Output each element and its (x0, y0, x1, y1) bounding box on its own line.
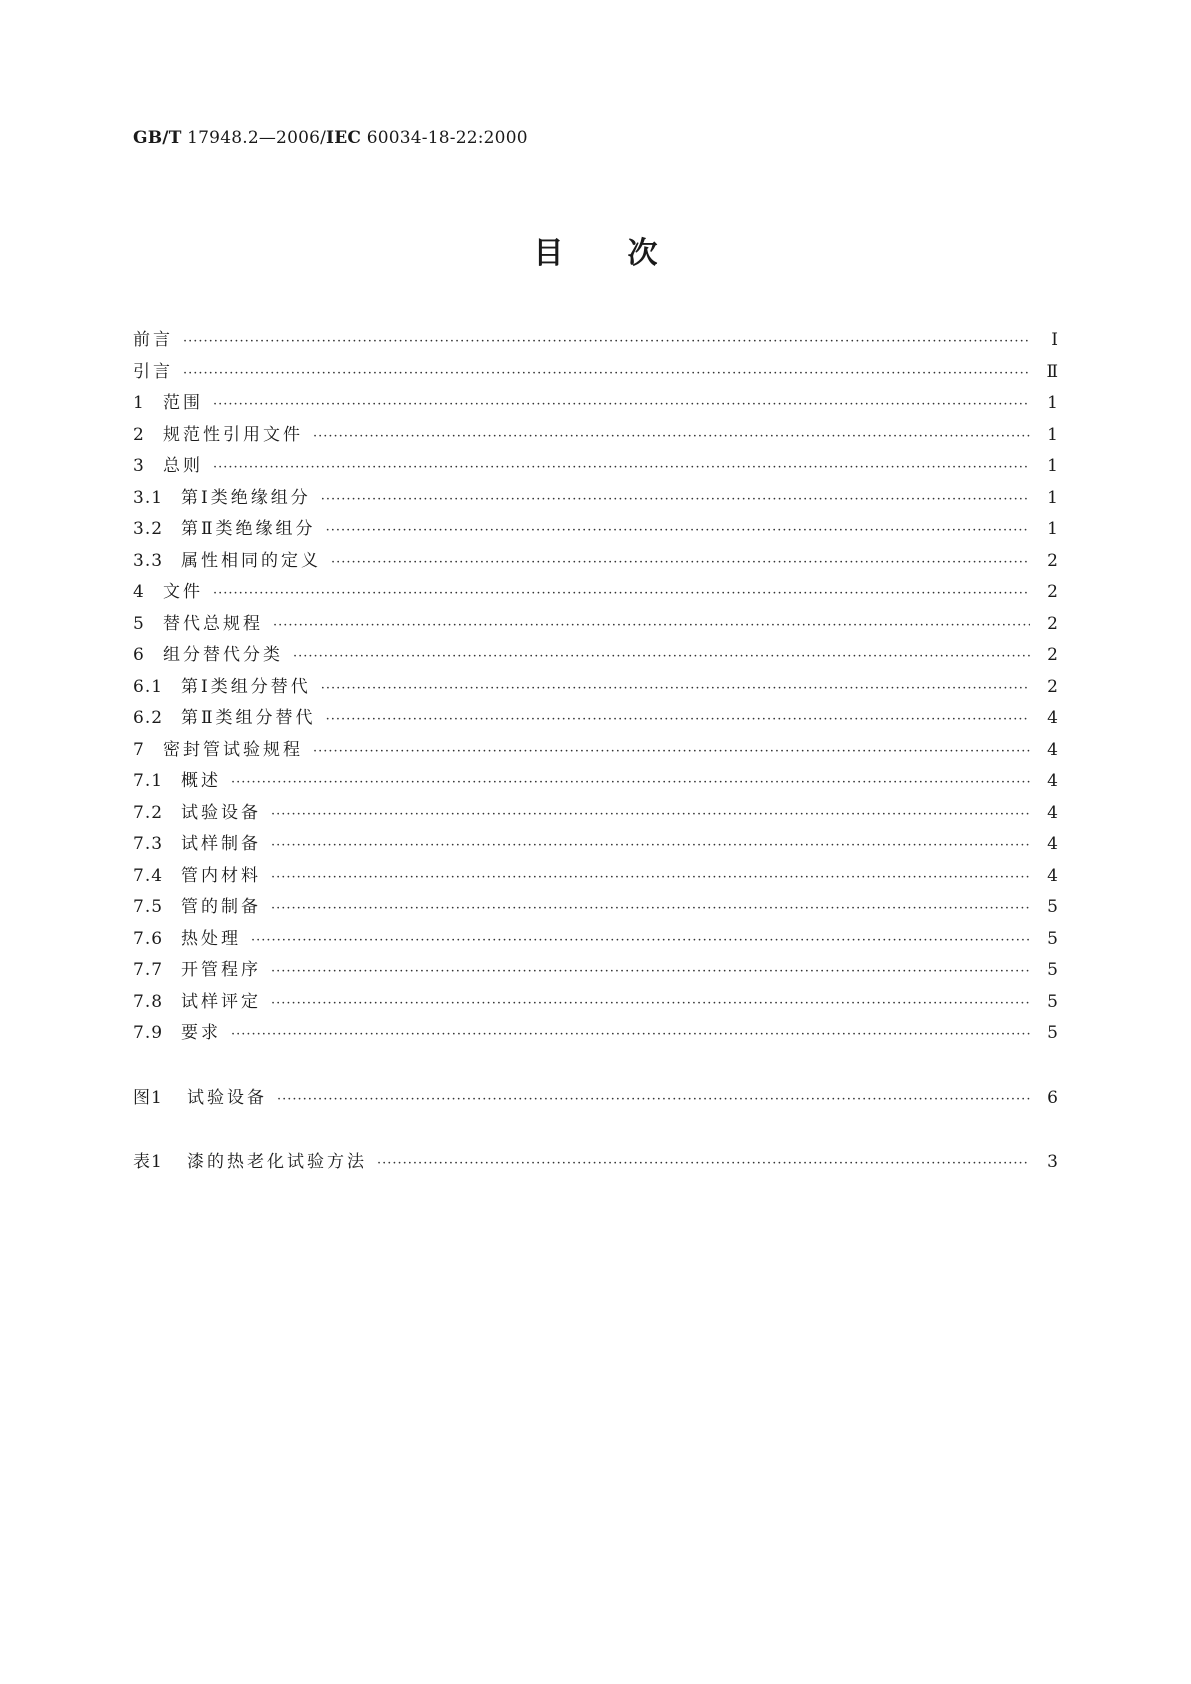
toc-entry-number: 7.6 (133, 928, 164, 949)
toc-entry-number: 7 (133, 739, 145, 760)
standard-code (133, 128, 528, 148)
toc-entry-number: 表1 (133, 1152, 163, 1172)
toc-entry-label: 前言 (133, 330, 173, 350)
toc-entry-page: 1 (1047, 519, 1058, 539)
leader-dots (326, 712, 1030, 727)
toc-entry[interactable] (133, 735, 1058, 767)
toc-entry-page: 6 (1047, 1087, 1058, 1108)
toc-entry-number: 7.3 (133, 834, 164, 854)
toc-entry[interactable] (133, 514, 1058, 546)
toc-entry-label: 试验设备 (181, 802, 261, 823)
spacer (133, 1114, 1058, 1147)
toc-entry[interactable] (133, 451, 1058, 483)
toc-entry[interactable] (133, 892, 1058, 924)
toc-entry[interactable] (133, 420, 1058, 452)
toc-entry-page: 2 (1047, 613, 1058, 634)
toc-entry-number: 5 (133, 613, 145, 634)
toc-entry-label: 组分替代分类 (163, 645, 283, 665)
toc-entry[interactable] (133, 987, 1058, 1019)
toc-entry-number: 2 (133, 424, 145, 445)
toc-entry-label: 总则 (163, 456, 203, 476)
leader-dots (231, 775, 1030, 790)
toc-entry[interactable] (133, 483, 1058, 515)
toc-entry-label: 文件 (163, 582, 203, 602)
toc-entry-label: 替代总规程 (163, 613, 263, 634)
toc-entry-label: 管内材料 (181, 865, 261, 886)
toc-entry-label: 概述 (181, 771, 221, 791)
spacer (133, 1050, 1058, 1083)
toc-entry[interactable] (133, 325, 1058, 357)
toc-entry[interactable] (133, 1018, 1058, 1050)
toc-entry[interactable] (133, 798, 1058, 830)
leader-dots (183, 334, 1030, 349)
toc-entry-number: 7.5 (133, 897, 164, 917)
toc-entry-number: 3.2 (133, 519, 164, 539)
toc-entry-page: 5 (1047, 1023, 1058, 1043)
leader-dots (377, 1156, 1030, 1171)
toc-entry-label: 开管程序 (181, 960, 261, 980)
toc-entry[interactable] (133, 829, 1058, 861)
toc-entry-label: 密封管试验规程 (163, 739, 303, 760)
leader-dots (213, 397, 1030, 412)
toc-entry-number: 3.1 (133, 487, 164, 508)
toc-entry-label: 第Ⅱ类绝缘组分 (181, 519, 316, 539)
leader-dots (326, 523, 1030, 538)
toc-entry-page: 1 (1047, 487, 1058, 508)
toc-entry-page: 4 (1047, 739, 1058, 760)
toc-entry-page: 4 (1047, 834, 1058, 854)
toc-entry-number: 4 (133, 582, 145, 602)
code-prefix: GB/T (133, 128, 182, 148)
toc-entry-number: 7.2 (133, 802, 164, 823)
leader-dots (331, 555, 1030, 570)
toc-entry-label: 第Ⅰ类组分替代 (181, 676, 311, 697)
toc-entry-number: 7.1 (133, 771, 164, 791)
toc-entry-number: 6.1 (133, 676, 164, 697)
toc-entry-label: 试验设备 (187, 1087, 267, 1108)
leader-dots (293, 649, 1030, 664)
toc-entry-label: 属性相同的定义 (181, 550, 321, 571)
leader-dots (271, 901, 1030, 916)
toc-entry[interactable] (133, 609, 1058, 641)
toc-entry[interactable] (133, 546, 1058, 578)
toc-entry[interactable] (133, 672, 1058, 704)
leader-dots (231, 1027, 1030, 1042)
toc-entry[interactable] (133, 924, 1058, 956)
toc-entry-page: Ⅰ (1051, 330, 1058, 350)
toc-entry-number: 7.4 (133, 865, 164, 886)
toc-entry-label: 规范性引用文件 (163, 424, 303, 445)
toc-entry-number: 6.2 (133, 708, 164, 728)
toc-entry[interactable] (133, 388, 1058, 420)
leader-dots (271, 870, 1030, 885)
leader-dots (321, 681, 1030, 696)
toc-entry-label: 漆的热老化试验方法 (187, 1152, 367, 1172)
toc-entry-label: 范围 (163, 393, 203, 413)
leader-dots (313, 744, 1030, 759)
toc-entry-number: 3.3 (133, 550, 164, 571)
leader-dots (213, 460, 1030, 475)
toc-entry-label: 试样制备 (181, 834, 261, 854)
toc-entry-page: 5 (1047, 960, 1058, 980)
toc-entry-label: 热处理 (181, 928, 241, 949)
leader-dots (271, 996, 1030, 1011)
toc-entry-page: 2 (1047, 582, 1058, 602)
leader-dots (277, 1092, 1030, 1107)
toc-entry-page: 2 (1047, 550, 1058, 571)
leader-dots (271, 807, 1030, 822)
toc-entry-page: 1 (1047, 456, 1058, 476)
toc-entry[interactable] (133, 640, 1058, 672)
toc-entry[interactable] (133, 357, 1058, 389)
leader-dots (213, 586, 1030, 601)
toc-entry[interactable] (133, 861, 1058, 893)
toc-entry-number: 6 (133, 645, 145, 665)
page-title (0, 228, 1191, 272)
toc-entry-label: 管的制备 (181, 897, 261, 917)
toc-entry-number: 图1 (133, 1087, 163, 1108)
toc-entry-page: 4 (1047, 771, 1058, 791)
leader-dots (271, 964, 1030, 979)
toc-entry[interactable] (133, 703, 1058, 735)
title-char-1: 目 (533, 236, 564, 271)
toc-entry-page: 4 (1047, 708, 1058, 728)
toc-entry-page: 2 (1047, 645, 1058, 665)
toc-entry-page: 2 (1047, 676, 1058, 697)
toc-entry-page: Ⅱ (1046, 361, 1058, 382)
table-of-contents (133, 325, 1058, 1179)
toc-entry-label: 试样评定 (181, 991, 261, 1012)
leader-dots (273, 618, 1030, 633)
toc-entry[interactable] (133, 1147, 1058, 1179)
toc-entry-label: 第Ⅱ类组分替代 (181, 708, 316, 728)
toc-entry-number: 3 (133, 456, 145, 476)
leader-dots (251, 933, 1030, 948)
leader-dots (271, 838, 1030, 853)
toc-entry-page: 3 (1047, 1152, 1058, 1172)
toc-entry[interactable] (133, 955, 1058, 987)
toc-entry-page: 5 (1047, 928, 1058, 949)
toc-entry[interactable] (133, 1083, 1058, 1115)
toc-entry-page: 4 (1047, 802, 1058, 823)
toc-entry-number: 1 (133, 393, 145, 413)
leader-dots (321, 492, 1030, 507)
leader-dots (313, 429, 1030, 444)
iec-number: 60034-18-22:2000 (361, 128, 528, 148)
toc-entry-page: 4 (1047, 865, 1058, 886)
toc-entry-page: 5 (1047, 991, 1058, 1012)
toc-entry-label: 要求 (181, 1023, 221, 1043)
toc-entry-number: 7.9 (133, 1023, 164, 1043)
iec-prefix: IEC (326, 128, 362, 148)
toc-entry-number: 7.7 (133, 960, 164, 980)
title-char-2: 次 (627, 236, 658, 271)
toc-entry-page: 1 (1047, 393, 1058, 413)
leader-dots (183, 366, 1030, 381)
toc-entry-page: 5 (1047, 897, 1058, 917)
toc-entry-number: 7.8 (133, 991, 164, 1012)
toc-entry[interactable] (133, 766, 1058, 798)
toc-entry-page: 1 (1047, 424, 1058, 445)
toc-entry-label: 第Ⅰ类绝缘组分 (181, 487, 311, 508)
toc-entry-label: 引言 (133, 361, 173, 382)
toc-entry[interactable] (133, 577, 1058, 609)
code-number: 17948.2—2006/ (181, 128, 327, 148)
